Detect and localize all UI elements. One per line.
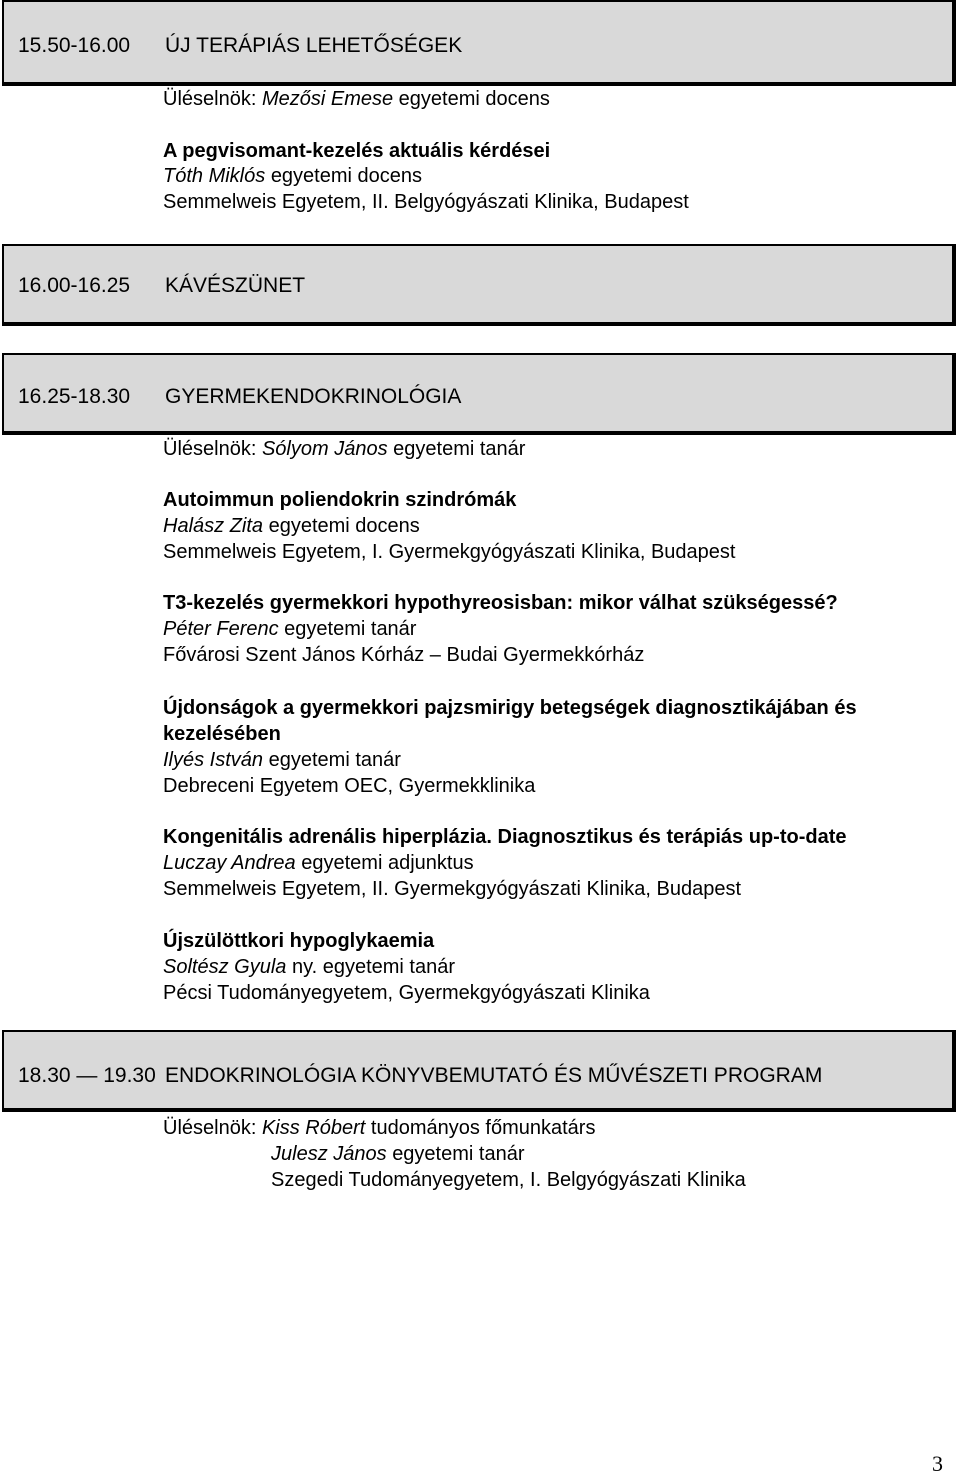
session-title: GYERMEKENDOKRINOLÓGIA — [165, 385, 462, 408]
speaker-name: Halász Zita — [163, 515, 264, 537]
speaker-line — [163, 619, 416, 639]
talk-title: T3-kezelés gyermekkori hypothyreosisban: mikor válhat szükségessé? — [163, 592, 838, 614]
chair-line — [163, 439, 525, 459]
speaker-title: egyetemi docens — [270, 165, 423, 187]
talk-title-line2: kezelésében — [163, 723, 281, 745]
talk-title: Újszülöttkori hypoglykaemia — [163, 930, 435, 952]
speaker-line — [163, 166, 422, 186]
session-time: 18.30 — 19.30 — [18, 1064, 156, 1087]
speaker-name: Ilyés István — [163, 749, 264, 771]
talk-title: Kongenitális adrenális hiperplázia. Diagnosztikus és terápiás up-to-date — [163, 826, 847, 848]
session-header-pediatric-endocrinology — [2, 353, 956, 435]
session-time: 16.25-18.30 — [18, 385, 131, 408]
page-number: 3 — [932, 1451, 943, 1476]
second-chair-affiliation: Szegedi Tudományegyetem, I. Belgyógyászati Klinika — [271, 1169, 746, 1191]
affiliation: Semmelweis Egyetem, II. Gyermekgyógyászati Klinika, Budapest — [163, 878, 742, 900]
chair-line — [163, 89, 550, 109]
session-title: ÚJ TERÁPIÁS LEHETŐSÉGEK — [165, 34, 463, 57]
speaker-name: Péter Ferenc — [163, 618, 279, 640]
chair-title: tudományos főmunkatárs — [370, 1117, 596, 1139]
session-title: ENDOKRINOLÓGIA KÖNYVBEMUTATÓ ÉS MŰVÉSZETI PROGRAM — [165, 1064, 823, 1087]
affiliation: Fővárosi Szent János Kórház – Budai Gyermekkórház — [163, 644, 645, 666]
speaker-title: ny. egyetemi tanár — [291, 956, 455, 978]
session-time: 16.00-16.25 — [18, 274, 131, 297]
speaker-name: Tóth Miklós — [163, 165, 266, 187]
chair-name: Kiss Róbert — [261, 1117, 366, 1139]
speaker-title: egyetemi docens — [268, 515, 420, 537]
talk-title: A pegvisomant-kezelés aktuális kérdései — [163, 140, 551, 162]
chair-name: Mezősi Emese — [261, 88, 394, 110]
speaker-name: Soltész Gyula — [163, 956, 287, 978]
chair-title: egyetemi docens — [398, 88, 550, 110]
speaker-title: egyetemi tanár — [268, 749, 401, 771]
talk-title-line1: Újdonságok a gyermekkori pajzsmirigy betegségek diagnosztikájában és — [163, 697, 857, 719]
session-time: 15.50-16.00 — [18, 34, 131, 57]
session-title: KÁVÉSZÜNET — [165, 274, 306, 297]
chair-name: Sólyom János — [261, 438, 388, 460]
second-chair-name: Julesz János — [271, 1143, 387, 1165]
second-chair-title: egyetemi tanár — [392, 1143, 525, 1165]
speaker-line — [163, 750, 401, 770]
chair-title: egyetemi tanár — [393, 438, 526, 460]
session-header-coffee-break — [2, 244, 956, 326]
chair-label: Üléselnök: — [163, 438, 257, 460]
chair-line — [163, 1118, 595, 1138]
talk-title: Autoimmun poliendokrin szindrómák — [163, 489, 517, 511]
affiliation: Debreceni Egyetem OEC, Gyermekklinika — [163, 775, 536, 797]
affiliation: Pécsi Tudományegyetem, Gyermekgyógyászati Klinika — [163, 982, 650, 1004]
speaker-line — [163, 957, 455, 977]
speaker-title: egyetemi tanár — [284, 618, 417, 640]
affiliation: Semmelweis Egyetem, II. Belgyógyászati Klinika, Budapest — [163, 191, 689, 213]
speaker-name: Luczay Andrea — [163, 852, 296, 874]
chair-label: Üléselnök: — [163, 88, 257, 110]
session-header-new-therapies — [2, 0, 956, 86]
affiliation: Semmelweis Egyetem, I. Gyermekgyógyászati Klinika, Budapest — [163, 541, 736, 563]
speaker-title: egyetemi adjunktus — [301, 852, 474, 874]
speaker-line — [163, 516, 420, 536]
chair-label: Üléselnök: — [163, 1117, 257, 1139]
session-header-book-presentation — [2, 1030, 956, 1112]
second-chair-line — [271, 1144, 524, 1164]
speaker-line — [163, 853, 474, 873]
